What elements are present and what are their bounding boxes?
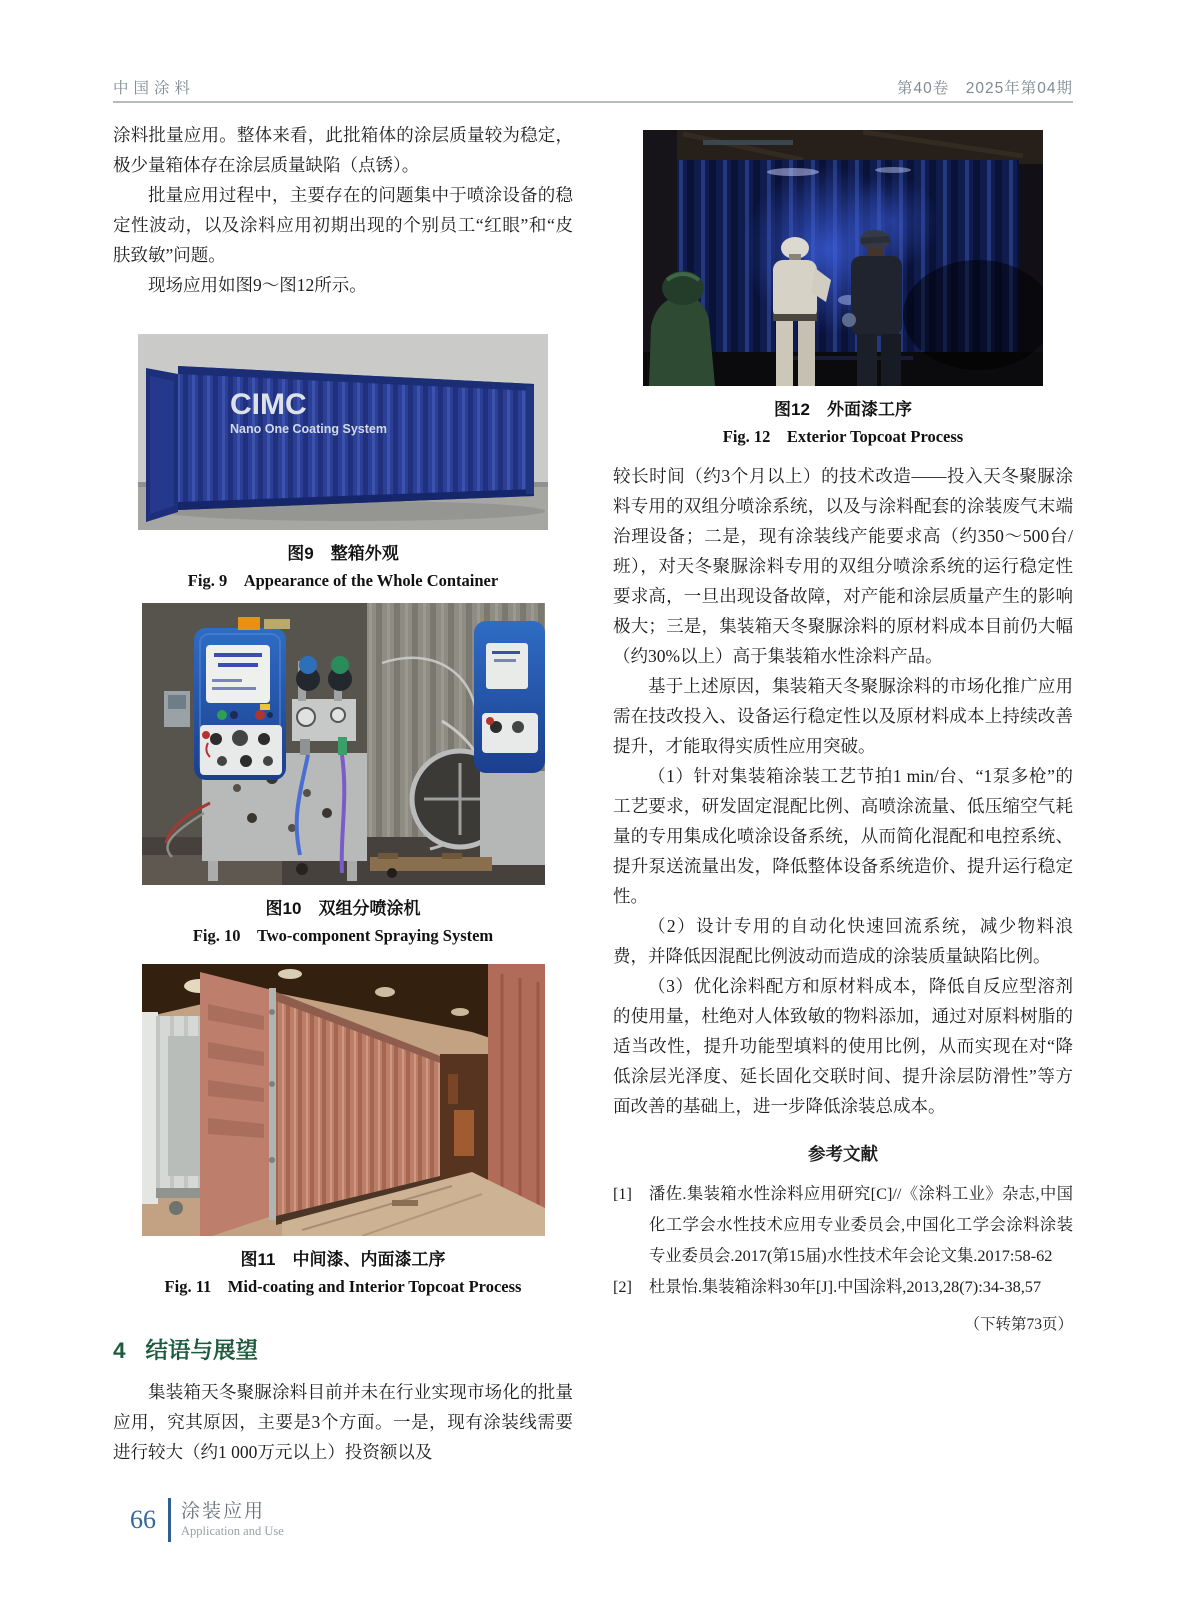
- figure9: [138, 334, 548, 593]
- paragraph: 涂料批量应用。整体来看，此批箱体的涂层质量较为稳定，极少量箱体存在涂层质量缺陷（点锈）。: [113, 125, 573, 175]
- paragraph: 现场应用如图9～图12所示。: [148, 275, 367, 295]
- section4-heading: [113, 1333, 573, 1365]
- figure10-photo-spraying-machines: [142, 603, 545, 885]
- paragraph: 基于上述原因，集装箱天冬聚脲涂料的市场化推广应用需在技改投入、设备运行稳定性以及原材料成本上持续改善提升，才能取得实质性应用突破。: [613, 676, 1073, 756]
- page-header: [113, 76, 1073, 98]
- figure11-photo-container-interior: [142, 964, 545, 1236]
- figure12-caption-cn: 图12 外面漆工序: [774, 400, 912, 419]
- right-column: [613, 120, 1073, 1467]
- paragraph: 批量应用过程中，主要存在的问题集中于喷涂设备的稳定性波动，以及涂料应用初期出现的个别员工“红眼”和“皮肤致敏”问题。: [113, 185, 573, 265]
- paragraph: （1）针对集装箱涂装工艺节拍1 min/台、“1泵多枪”的工艺要求，研发固定混配比例、高喷涂流量、低压缩空气耗量的专用集成化喷涂设备系统，从而简化混配和电控系统、提升泵送流量出发，降低整体设备系统造价、提升运行稳定性。: [613, 766, 1073, 906]
- footer-divider-bar: [168, 1498, 171, 1542]
- page-number: 66: [130, 1505, 156, 1534]
- journal-name: 中国涂料: [113, 80, 196, 97]
- figure12-caption-en: Fig. 12 Exterior Topcoat Process: [722, 427, 964, 446]
- reference-label: [2]: [613, 1277, 632, 1296]
- paragraph: （2）设计专用的自动化快速回流系统，减少物料浪费，并降低因混配比例波动而造成的涂装质量缺陷比例。: [613, 916, 1073, 966]
- section4-number: 4: [113, 1338, 126, 1363]
- figure12: [643, 130, 1043, 449]
- reference-item: [613, 1271, 1073, 1302]
- paragraph: 集装箱天冬聚脲涂料目前并未在行业实现市场化的批量应用，究其原因，主要是3个方面。一是，现有涂装线需要进行较大（约1 000万元以上）投资额以及: [113, 1382, 573, 1462]
- section4-title: 结语与展望: [145, 1338, 259, 1363]
- references-heading: 参考文献: [808, 1144, 878, 1164]
- paragraph: （3）优化涂料配方和原材料成本，降低自反应型溶剂的使用量，杜绝对人体致敏的物料添加，通过对原料树脂的适当改性，提升功能型填料的使用比例，从而实现在对“降低涂层光泽度、延长固化交联时间、提升涂层防滑性”等方面改善的基础上，进一步降低涂装总成本。: [613, 976, 1073, 1116]
- reference-text: 杜景怡.集装箱涂料30年[J].中国涂料,2013,28(7):34-38,57: [649, 1277, 1042, 1296]
- figure11-caption-cn: 图11 中间漆、内面漆工序: [240, 1250, 446, 1269]
- continued-on-page-note: （下转第73页）: [964, 1316, 1073, 1333]
- reference-text: 潘佐.集装箱水性涂料应用研究[C]//《涂料工业》杂志,中国化工学会水性技术应用专业委员会,中国化工学会涂料涂装专业委员会.2017(第15届)水性技术年会论文集.2017:58-62: [649, 1184, 1073, 1265]
- left-column: [113, 120, 573, 1467]
- figure9-photo-container-exterior: [138, 334, 548, 530]
- footer-section-en: Application and Use: [181, 1524, 284, 1538]
- figure12-photo-exterior-topcoat: [643, 130, 1043, 386]
- figure11-caption-en: Fig. 11 Mid-coating and Interior Topcoat Process: [164, 1277, 522, 1296]
- two-column-layout: [113, 120, 1073, 1467]
- container-brand-subtext: Nano One Coating System: [230, 422, 387, 436]
- figure10-caption-en: Fig. 10 Two-component Spraying System: [192, 926, 494, 945]
- figure11: [142, 964, 545, 1299]
- reference-label: [1]: [613, 1184, 632, 1203]
- figure9-caption-cn: 图9 整箱外观: [287, 544, 399, 563]
- paragraph: 较长时间（约3个月以上）的技术改造——投入天冬聚脲涂料专用的双组分喷涂系统，以及与涂料配套的涂装废气末端治理设备；二是，现有涂装线产能要求高（约350～500台/班），对天冬聚脲涂料专用的双组分喷涂系统的运行稳定性要求高，一旦出现设备故障，对产能和涂层质量产生的影响极大；三是，集装箱天冬聚脲涂料的原材料成本目前仍大幅（约30%以上）高于集装箱水性涂料产品。: [613, 466, 1073, 666]
- figure10: [142, 603, 545, 948]
- page-footer: [130, 1498, 284, 1542]
- figure9-caption-en: Fig. 9 Appearance of the Whole Container: [187, 571, 499, 590]
- figure10-caption-cn: 图10 双组分喷涂机: [265, 899, 421, 918]
- issue-info: 第40卷 2025年第04期: [897, 80, 1073, 97]
- footer-section-cn: 涂装应用: [181, 1501, 266, 1522]
- container-brand-text: CIMC: [230, 388, 307, 421]
- header-rule: [113, 101, 1073, 103]
- reference-item: [613, 1178, 1073, 1271]
